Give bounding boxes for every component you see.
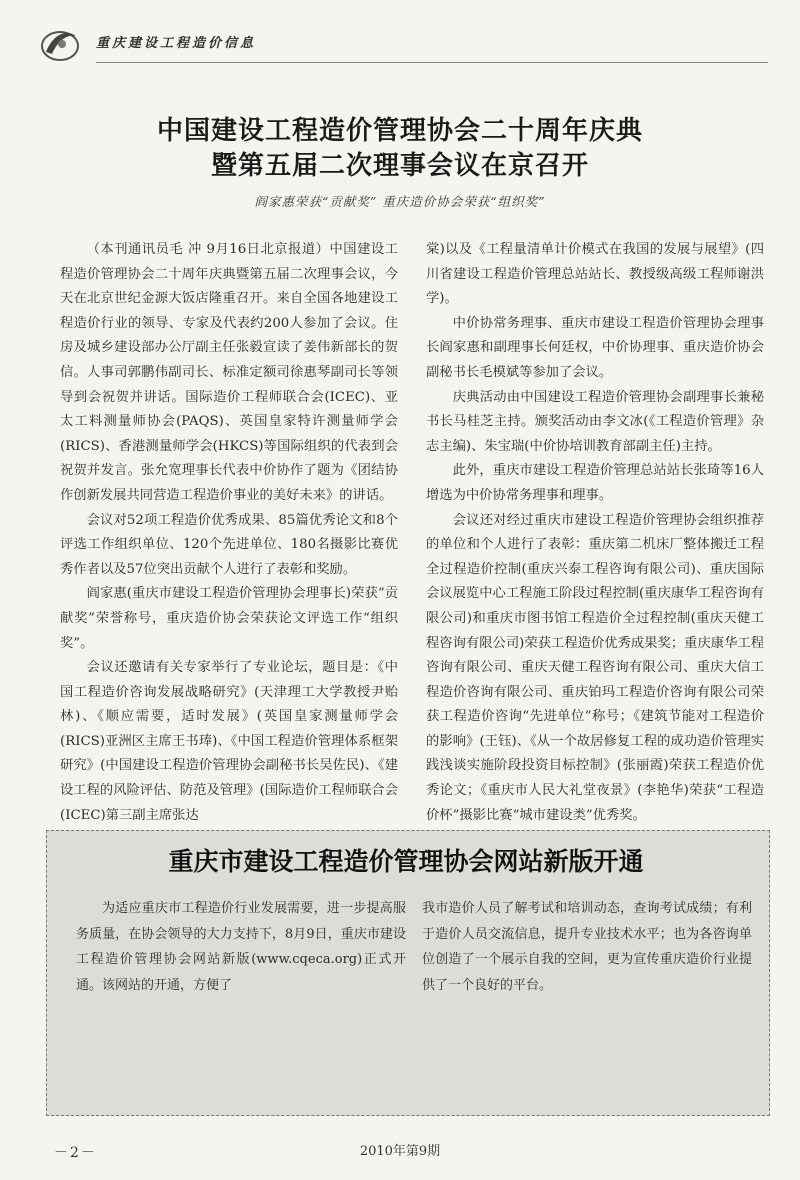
paragraph: 棠)以及《工程量清单计价模式在我国的发展与展望》(四川省建设工程造价管理总站站长、教授级高级工程师谢洪学)。 (426, 242, 764, 307)
paragraph: （本刊通讯员毛 冲 9月16日北京报道）中国建设工程造价管理协会二十周年庆典暨第五届二次理事会议，今天在北京世纪金源大饭店隆重召开。来自全国各地建设工程造价行业的领导、专家及代表约200人参加了会议。住房及城乡建设部办公厅副主任张毅宣读了姜伟新部长的贺信。人事司郭鹏伟副司长、标准定额司徐惠琴副司长等领导到会祝贺并讲话。国际造价工程师联合会(ICEC)、亚太工料测量师协会(PAQS)、英国皇家特许测量师学会(RICS)、香港测量师学会(HKCS)等国际组织的代表到会祝贺并发言。张允宽理事长代表中价协作了题为《团结协作创新发展共同营造工程造价事业的美好未来》的讲话。 (60, 242, 398, 503)
article-title-line2: 暨第五届二次理事会议在京召开 (210, 151, 589, 181)
notice-column-left (76, 896, 406, 998)
paragraph: 会议还邀请有关专家举行了专业论坛，题目是：《中国工程造价咨询发展战略研究》(天津理工大学教授尹贻林)、《顺应需要，适时发展》(英国皇家测量师学会(RICS)亚洲区主席王书琫)、《中国工程造价管理体系框架研究》(中国建设工程造价管理协会副秘书长吴佐民)、《建设工程的风险评估、防范及管理》(国际造价工程师联合会(ICEC)第三副主席张达 (60, 660, 398, 823)
paragraph: 会议还对经过重庆市建设工程造价管理协会组织推荐的单位和个人进行了表彰：重庆第二机床厂整体搬迁工程全过程造价控制(重庆兴泰工程咨询有限公司)、重庆国际会议展览中心工程施工阶段过程控制(重庆康华工程咨询有限公司)和重庆市图书馆工程造价全过程控制(重庆天健工程咨询有限公司)荣获工程造价优秀成果奖；重庆康华工程咨询有限公司、重庆天健工程咨询有限公司、重庆大信工程造价咨询有限公司、重庆铂玛工程造价咨询有限公司荣获工程造价咨询“先进单位”称号；《建筑节能对工程造价的影响》(王钰)、《从一个故居修复工程的成功造价管理实践浅谈实施阶段投资目标控制》(张丽霞)荣获工程造价优秀论文；《重庆市人民大礼堂夜景》(李艳华)荣获“工程造价杯”摄影比赛“城市建设类”优秀奖。 (426, 512, 764, 823)
paragraph: 庆典活动由中国建设工程造价管理协会副理事长兼秘书长马桂芝主持。颁奖活动由李文冰(《工程造价管理》杂志主编)、朱宝瑞(中价协培训教育部副主任)主持。 (426, 389, 764, 454)
notice-title: 重庆市建设工程造价管理协会网站新版开通 (168, 847, 644, 876)
issue-label: 2010年第9期 (359, 1144, 441, 1159)
article-subtitle: 阎家惠荣获“贡献奖” 重庆造价协会荣获“组织奖” (254, 194, 546, 209)
notice-paragraph: 我市造价人员了解考试和培训动态，查询考试成绩；有利于造价人员交流信息，提升专业技术水平；也为各咨询单位创造了一个展示自我的空间，更为宣传重庆造价行业提供了一个良好的平台。 (422, 901, 752, 993)
article-column-right (426, 238, 764, 828)
page-header (38, 20, 768, 68)
leaf-swoosh-icon (38, 22, 82, 66)
article-title-line1: 中国建设工程造价管理协会二十周年庆典 (156, 116, 643, 146)
page-number: －2－ (54, 1145, 97, 1161)
paragraph: 阎家惠(重庆市建设工程造价管理协会理事长)荣获“贡献奖”荣誉称号，重庆造价协会荣获论文评选工作“组织奖”。 (60, 586, 398, 651)
notice-column-right (422, 896, 752, 998)
publication-name: 重庆建设工程造价信息 (96, 36, 257, 51)
header-divider (96, 62, 768, 63)
notice-paragraph: 为适应重庆市工程造价行业发展需要，进一步提高服务质量，在协会领导的大力支持下，8月9日，重庆市建设工程造价管理协会网站新版(www.cqeca.org)正式开通。该网站的开通，方便了 (76, 901, 406, 993)
article-column-left (60, 238, 398, 828)
paragraph: 中价协常务理事、重庆市建设工程造价管理协会理事长阎家惠和副理事长何廷权，中价协理事、重庆造价协会副秘书长毛模斌等参加了会议。 (426, 315, 764, 380)
paragraph: 会议对52项工程造价优秀成果、85篇优秀论文和8个评选工作组织单位、120个先进单位、180名摄影比赛优秀作者以及57位突出贡献个人进行了表彰和奖励。 (60, 512, 398, 577)
paragraph: 此外，重庆市建设工程造价管理总站站长张琦等16人增选为中价协常务理事和理事。 (426, 463, 764, 503)
